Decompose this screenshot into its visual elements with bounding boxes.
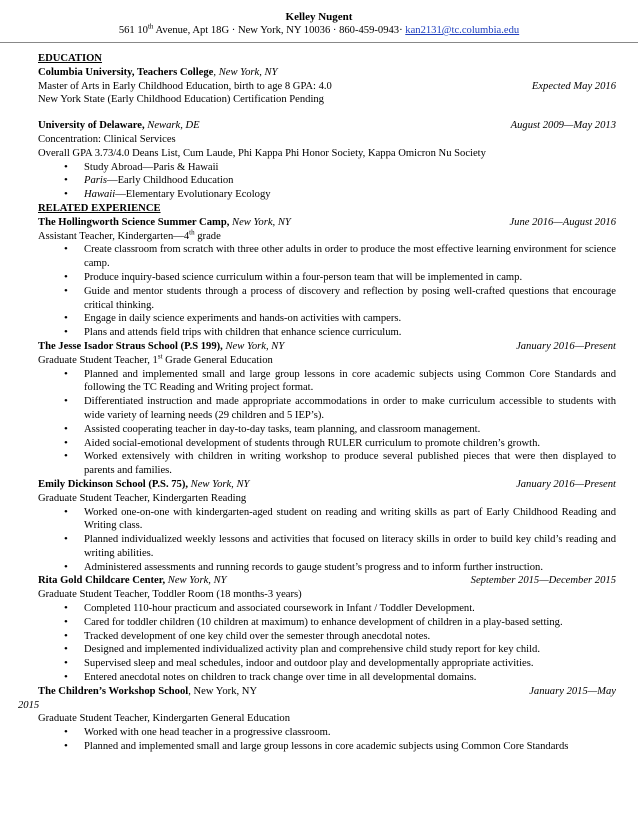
address-rest: Avenue, Apt 18G · New York, NY 10036 · 860-459-0943· (153, 25, 406, 36)
candidate-name: Kelley Nugent (285, 11, 353, 23)
job-title-row: The Children’s Workshop School, New York, NY January 2015—May (38, 685, 616, 697)
job-title-row: Rita Gold Childcare Center, New York, NY September 2015—December 2015 (38, 575, 616, 587)
resume-header (0, 10, 638, 38)
job-role: Graduate Student Teacher, Toddler Room (18 months-3 years) (38, 589, 302, 601)
header-divider (0, 42, 638, 43)
list-item: • Tracked development of one key child over the semester through anecdotal notes. (38, 630, 616, 644)
list-item: • Produce inquiry-based science curriculum within a four-person team that will be implemented in camp. (38, 271, 616, 285)
job-title-row: The Jesse Isador Straus School (P.S 199), New York, NY January 2016—Present (38, 340, 616, 352)
list-item: • Administered assessments and running records to gauge student’s progress and to inform further instruction. (38, 561, 616, 575)
job-bullets (38, 368, 616, 478)
job-title-row: The Hollingworth Science Summer Camp, New York, NY June 2016—August 2016 (38, 216, 616, 228)
edu-ud-bullets (38, 161, 616, 202)
list-item: • Hawaii—Elementary Evolutionary Ecology (38, 188, 616, 202)
edu-tc-degree: Master of Arts in Early Childhood Education, birth to age 8 GPA: 4.0 Expected May 2016 (38, 80, 616, 92)
edu-ud-title: University of Delaware, Newark, DE August 2009—May 2013 (38, 120, 616, 132)
list-item: • Worked one-on-one with kindergarten-aged student on reading and writing skills as part of Early Childhood Reading and Writing class. (38, 506, 616, 534)
list-item: • Completed 110-hour practicum and associated coursework in Infant / Toddler Development. (38, 602, 616, 616)
address: 561 10 (118, 25, 148, 36)
job-role: Assistant Teacher, Kindergarten—4th grade (38, 228, 221, 242)
edu-ud-gpa: Overall GPA 3.73/4.0 Deans List, Cum Laude, Phi Kappa Phi Honor Society, Kappa Omicron Nu Society (38, 147, 486, 159)
edu-tc-title: Columbia University, Teachers College, New York, NY (38, 66, 278, 78)
list-item: • Cared for toddler children (10 children at maximum) to enhance development of children in a play-based setting. (38, 616, 616, 630)
list-item: • Assisted cooperating teacher in day-to-day tasks, team planning, and classroom management. (38, 423, 616, 437)
list-item: • Create classroom from scratch with three other adults in order to produce the most effective learning environment for science camp. (38, 243, 616, 271)
list-item: • Aided social-emotional development of students through RULER curriculum to promote children’s growth. (38, 437, 616, 451)
list-item: • Worked with one head teacher in a progressive classroom. (38, 726, 616, 740)
edu-ud-concentration: Concentration: Clinical Services (38, 133, 176, 145)
job-bullets (38, 726, 616, 754)
list-item: • Designed and implemented individualized activity plan and comprehensive child study report for key child. (38, 643, 616, 657)
email-link[interactable]: kan2131@tc.columbia.edu (405, 25, 520, 36)
contact-line (0, 24, 638, 38)
list-item: • Differentiated instruction and made appropriate accommodations in order to make curriculum accessible to students with wide variety of learning needs (29 children and 5 IEP’s). (38, 395, 616, 423)
list-item: • Paris—Early Childhood Education (38, 174, 616, 188)
list-item: • Entered anecdotal notes on children to track change over time in all developmental domains. (38, 671, 616, 685)
section-experience-heading: RELATED EXPERIENCE (38, 202, 161, 214)
list-item: • Study Abroad—Paris & Hawaii (38, 161, 616, 175)
job-title-row: Emily Dickinson School (P.S. 75), New York, NY January 2016—Present (38, 478, 616, 490)
list-item: • Guide and mentor students through a process of discovery and reflection by posing well-crafted questions that encourage critical thinking. (38, 285, 616, 313)
date-wrap-line: 2015 (18, 699, 40, 711)
job-role: Graduate Student Teacher, Kindergarten Reading (38, 492, 247, 504)
list-item: • Plans and attends field trips with children that enhance science curriculum. (38, 326, 616, 340)
edu-tc-cert: New York State (Early Childhood Education) Certification Pending (38, 94, 324, 106)
list-item: • Engage in daily science experiments and hands-on activities with campers. (38, 312, 616, 326)
list-item: • Planned and implemented small and large group lessons in core academic subjects using Common Core Standards (38, 740, 616, 754)
resume-body (18, 52, 616, 754)
list-item: • Worked extensively with children in writing workshop to produce several published pieces that were then displayed to parents and families. (38, 450, 616, 478)
job-bullets (38, 243, 616, 340)
job-bullets (38, 602, 616, 685)
address-sup: th (147, 22, 154, 31)
job-role: Graduate Student Teacher, Kindergarten General Education (38, 713, 290, 725)
list-item: • Planned and implemented small and large group lessons in core academic subjects using Common Core Standards and following the TC Reading and Writing project format. (38, 368, 616, 396)
list-item: • Supervised sleep and meal schedules, indoor and outdoor play and developmentally appropriate activities. (38, 657, 616, 671)
job-bullets (38, 506, 616, 575)
job-role: Graduate Student Teacher, 1st Grade General Education (38, 352, 273, 366)
list-item: • Planned individualized weekly lessons and activities that focused on literacy skills in order to build key child’s reading and writing abilities. (38, 533, 616, 561)
section-education-heading: EDUCATION (38, 53, 102, 64)
